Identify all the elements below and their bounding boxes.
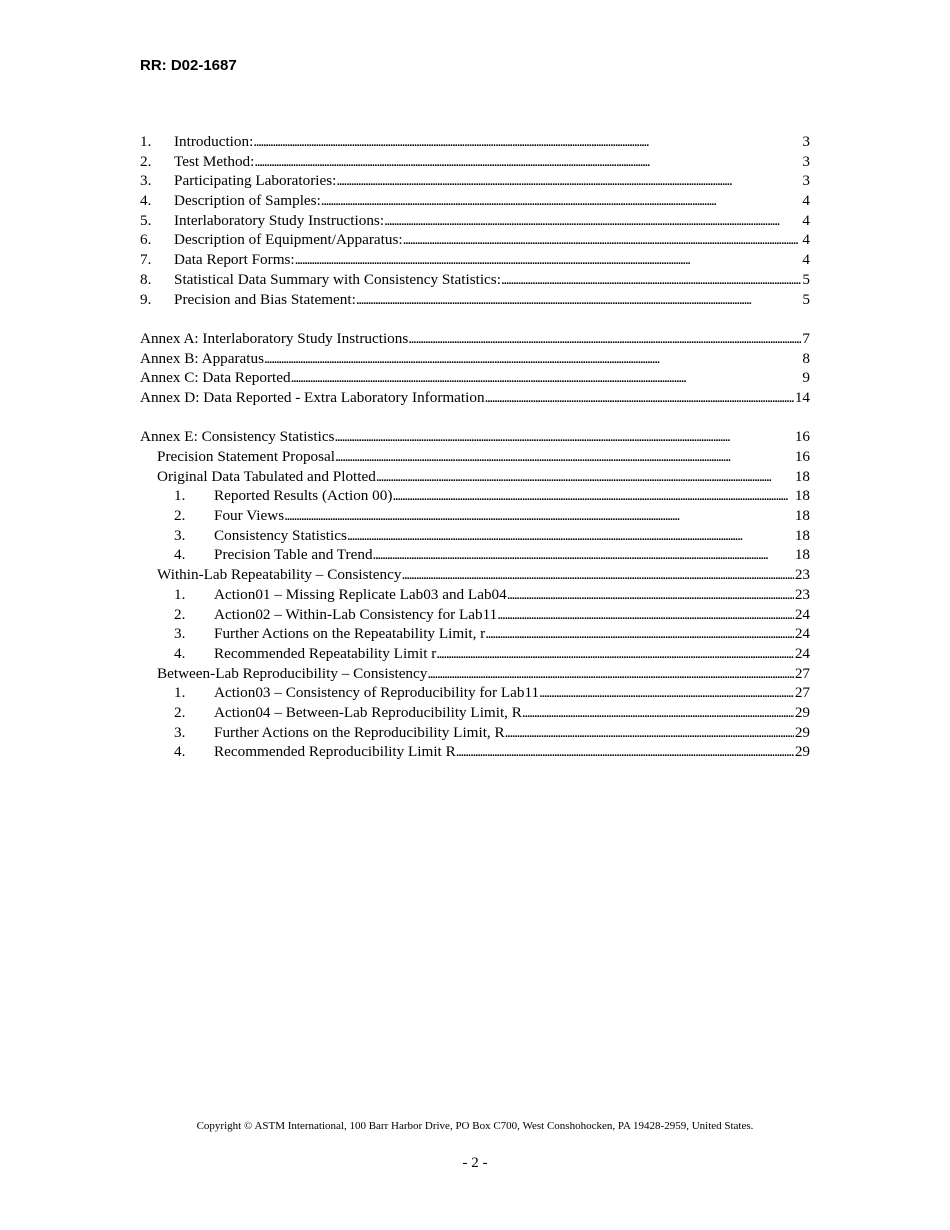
toc-entry-title: Within-Lab Repeatability – Consistency: [157, 566, 402, 584]
toc-entry-page: 8: [802, 349, 810, 367]
toc-entry-title: Between-Lab Reproducibility – Consistency: [157, 664, 428, 682]
toc-entry-page: 16: [794, 448, 810, 465]
toc-entry-title: Reported Results (Action 00): [214, 487, 393, 505]
toc-annex-entry[interactable]: [140, 368, 810, 388]
toc-entry-page: 24: [794, 605, 810, 623]
toc-entry-page: 4: [802, 211, 810, 229]
toc-entry-title: Four Views: [214, 507, 285, 525]
toc-entry-title: Action01 – Missing Replicate Lab03 and Lab04: [214, 585, 507, 603]
toc-entry-title: Recommended Reproducibility Limit R: [214, 743, 456, 761]
toc-entry-page: 18: [794, 467, 810, 485]
toc-entry[interactable]: 6. Description of Equipment/Apparatus: . . . 4: [140, 230, 810, 250]
toc-entry-title: Recommended Repeatability Limit r: [214, 644, 437, 662]
toc-entry-title: Data Report Forms:: [174, 251, 295, 269]
toc-annex-e-entry[interactable]: [140, 427, 810, 447]
toc-entry-page: 24: [794, 644, 810, 662]
toc-entry-title: Action04 – Between-Lab Reproducibility Limit, R: [214, 703, 522, 721]
toc-subentry[interactable]: [140, 447, 810, 467]
toc-entry-page: 29: [794, 703, 810, 721]
toc-entry-page: 29: [794, 723, 810, 741]
toc-entry-title: Interlaboratory Study Instructions:: [174, 211, 385, 229]
toc-entry-page: 5: [802, 290, 810, 308]
toc-entry-page: 3: [802, 152, 810, 170]
toc-subsubentry[interactable]: 3. Consistency Statistics . . . 18: [140, 526, 810, 546]
toc-entry-title: Description of Samples:: [174, 192, 321, 210]
toc-entry-page: 18: [794, 546, 810, 564]
toc-annex-entry[interactable]: [140, 388, 810, 408]
toc-entry-page: 4: [802, 192, 810, 210]
report-id-header: RR: D02-1687: [140, 57, 237, 74]
toc-entry-page: 29: [794, 743, 810, 761]
toc-subsubentry[interactable]: 4. Precision Table and Trend . . . 18: [140, 545, 810, 565]
toc-entry-page: 16: [794, 428, 810, 446]
toc-subsubentry[interactable]: 4. Recommended Repeatability Limit r . . . 24: [140, 644, 810, 664]
toc-entry-title: Test Method:: [174, 152, 255, 170]
toc-entry-title: Action02 – Within-Lab Consistency for Lab11: [214, 605, 498, 623]
toc-entry-title: Further Actions on the Reproducibility Limit, R: [214, 723, 505, 741]
toc-entry[interactable]: 1. Introduction: . . . 3: [140, 132, 810, 152]
toc-entry-page: 24: [794, 625, 810, 643]
toc-subsubentry[interactable]: 1. Action01 – Missing Replicate Lab03 and Lab04 . . . 23: [140, 585, 810, 605]
toc-subsubentry[interactable]: 2. Action02 – Within-Lab Consistency for Lab11 . . . 24: [140, 605, 810, 625]
toc-entry[interactable]: 3. Participating Laboratories: . . . 3: [140, 171, 810, 191]
toc-subsubentry[interactable]: 2. Four Views . . . 18: [140, 506, 810, 526]
toc-entry-page: 14: [794, 388, 810, 406]
toc-entry-title: Annex D: Data Reported - Extra Laboratory Information: [140, 388, 485, 406]
toc-entry-title: Annex E: Consistency Statistics: [140, 428, 335, 446]
toc-entry-page: 18: [794, 526, 810, 544]
toc-subsubentry[interactable]: 2. Action04 – Between-Lab Reproducibility Limit, R . . . 29: [140, 703, 810, 723]
toc-entry-page: 9: [802, 369, 810, 387]
toc-entry-page: 7: [802, 329, 810, 347]
toc-entry-title: Annex B: Apparatus: [140, 349, 265, 367]
toc-subsubentry[interactable]: 3. Further Actions on the Reproducibility Limit, R . . . 29: [140, 723, 810, 743]
toc-subentry[interactable]: [140, 664, 810, 684]
toc-entry-title: Original Data Tabulated and Plotted: [157, 467, 376, 485]
toc-entry-title: Participating Laboratories:: [174, 172, 337, 190]
toc-annex-entry[interactable]: [140, 349, 810, 369]
toc-entry-page: 5: [802, 270, 810, 288]
toc-annex-entry[interactable]: [140, 329, 810, 349]
toc-subentry[interactable]: [140, 467, 810, 487]
toc-entry-page: 3: [802, 172, 810, 190]
toc-entry[interactable]: 2. Test Method: . . . 3: [140, 152, 810, 172]
toc-entry-page: 18: [794, 487, 810, 505]
toc-entry-title: Statistical Data Summary with Consistency Statistics:: [174, 270, 501, 288]
toc-entry-page: 27: [794, 664, 810, 682]
toc-entry-page: 23: [794, 585, 810, 603]
toc-subsubentry[interactable]: 1. Reported Results (Action 00) . . . 18: [140, 486, 810, 506]
toc-subsubentry[interactable]: 4. Recommended Reproducibility Limit R . . . 29: [140, 742, 810, 762]
toc-entry-page: 23: [794, 566, 810, 584]
toc-entry[interactable]: 4. Description of Samples: . . . 4: [140, 191, 810, 211]
toc-entry-title: Consistency Statistics: [214, 526, 347, 544]
toc-entry-page: 18: [794, 507, 810, 525]
toc-entry-title: Introduction:: [174, 133, 254, 150]
toc-entry-title: Further Actions on the Repeatability Limit, r: [214, 625, 486, 643]
toc-subentry[interactable]: [140, 565, 810, 585]
toc-entry-title: Annex C: Data Reported: [140, 369, 291, 387]
toc-subsubentry[interactable]: 3. Further Actions on the Repeatability Limit, r . . . 24: [140, 624, 810, 644]
toc-entry-page: 27: [794, 684, 810, 702]
toc-entry-title: Annex A: Interlaboratory Study Instructions: [140, 329, 409, 347]
toc-entry-title: Precision Statement Proposal: [157, 448, 336, 465]
table-of-contents: [140, 132, 810, 762]
toc-entry-page: 4: [802, 231, 810, 249]
toc-entry-title: Precision and Bias Statement:: [174, 290, 356, 308]
toc-entry-title: Action03 – Consistency of Reproducibility for Lab11: [214, 684, 540, 702]
copyright-footer: Copyright © ASTM International, 100 Barr Harbor Drive, PO Box C700, West Conshohocken, PA 19428-2959, United States.: [196, 1120, 754, 1132]
toc-entry-title: Precision Table and Trend: [214, 546, 373, 564]
toc-entry-page: 4: [802, 251, 810, 269]
page-number: - 2 -: [462, 1155, 488, 1171]
toc-entry-page: 3: [802, 133, 810, 150]
toc-subsubentry[interactable]: 1. Action03 – Consistency of Reproducibility for Lab11 . . . 27: [140, 683, 810, 703]
toc-entry[interactable]: 5. Interlaboratory Study Instructions: . . . 4: [140, 211, 810, 231]
toc-entry[interactable]: 9. Precision and Bias Statement: . . . 5: [140, 290, 810, 310]
toc-entry[interactable]: 7. Data Report Forms: . . . 4: [140, 250, 810, 270]
toc-entry[interactable]: 8. Statistical Data Summary with Consistency Statistics: . . . 5: [140, 270, 810, 290]
toc-entry-title: Description of Equipment/Apparatus:: [174, 231, 403, 249]
